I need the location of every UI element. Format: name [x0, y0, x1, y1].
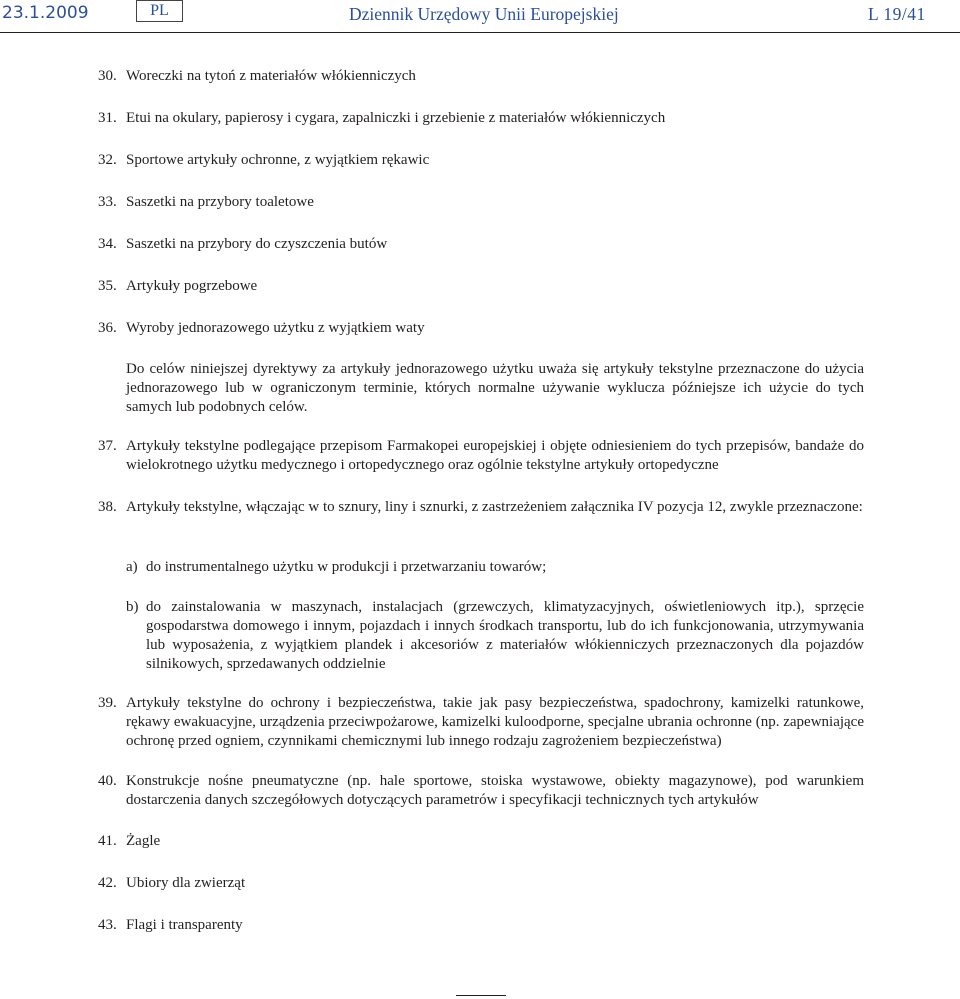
- item-number: 33.: [98, 194, 117, 210]
- item-text: Flagi i transparenty: [126, 917, 243, 933]
- publication-date: 23.1.2009: [2, 3, 89, 23]
- item-text: Wyroby jednorazowego użytku z wyjątkiem waty: [126, 320, 425, 336]
- sub-item-label: a): [126, 559, 138, 575]
- item-number: 30.: [98, 68, 117, 84]
- item-text: Artykuły tekstylne do ochrony i bezpieczeństwa, takie jak pasy bezpieczeństwa, spadochrony, kamizelki ratunkowe, rękawy ewakuacyjne, urządzenia przeciwpożarowe, kamizelki kuloodporne, specjalne ubrania ochronne (np. zapewniające ochronę przed ogniem, czynnikami chemicznymi lub innego rodzaju zagrożeniem bezpieczeństwa): [126, 695, 864, 749]
- item-number: 31.: [98, 110, 117, 126]
- item-number: 39.: [98, 695, 117, 711]
- item-number: 38.: [98, 499, 117, 515]
- item-number: 34.: [98, 236, 117, 252]
- item-text: Sportowe artykuły ochronne, z wyjątkiem rękawic: [126, 152, 430, 168]
- sub-item-label: b): [126, 599, 139, 615]
- sub-item-text: do instrumentalnego użytku w produkcji i przetwarzaniu towarów;: [146, 559, 547, 575]
- end-rule: [456, 995, 506, 996]
- page-reference: L 19/41: [868, 4, 926, 24]
- item-number: 43.: [98, 917, 117, 933]
- item-number: 40.: [98, 773, 117, 789]
- item-number: 35.: [98, 278, 117, 294]
- item-number: 36.: [98, 320, 117, 336]
- language-badge: PL: [136, 0, 183, 22]
- item-number: 41.: [98, 833, 117, 849]
- page-header: [0, 0, 960, 36]
- item-number: 37.: [98, 438, 117, 454]
- item-text: Saszetki na przybory toaletowe: [126, 194, 314, 210]
- item-text: Ubiory dla zwierząt: [126, 875, 246, 891]
- item-text: Saszetki na przybory do czyszczenia butów: [126, 236, 388, 252]
- item-text: Woreczki na tytoń z materiałów włókienniczych: [126, 68, 416, 84]
- header-rule: [0, 32, 960, 33]
- item-text: Żagle: [126, 833, 161, 849]
- item-text: Konstrukcje nośne pneumatyczne (np. hale sportowe, stoiska wystawowe, obiekty magazynowe), pod warunkiem dostarczenia danych szczegółowych dotyczących parametrów i specyfikacji technicznych tych artykułów: [126, 773, 864, 808]
- item-36-note: Do celów niniejszej dyrektywy za artykuły jednorazowego użytku uważa się artykuły tekstylne przeznaczone do użycia jednorazowego lub w ograniczonym terminie, których normalne używanie wyklucza późniejsze ich użycie do tych samych lub podobnych celów.: [126, 361, 864, 415]
- journal-title: Dziennik Urzędowy Unii Europejskiej: [349, 4, 619, 24]
- item-text: Etui na okulary, papierosy i cygara, zapalniczki i grzebienie z materiałów włókienniczych: [126, 110, 666, 126]
- item-text: Artykuły pogrzebowe: [126, 278, 258, 294]
- item-text: Artykuły tekstylne, włączając w to sznury, liny i sznurki, z zastrzeżeniem załącznika IV pozycja 12, zwykle przeznaczone:: [126, 499, 863, 515]
- item-number: 42.: [98, 875, 117, 891]
- item-number: 32.: [98, 152, 117, 168]
- item-text: Artykuły tekstylne podlegające przepisom Farmakopei europejskiej i objęte odniesieniem do tych przepisów, bandaże do wielokrotnego użytku medycznego i ortopedycznego oraz ogólnie tekstylne artykuły ortopedyczne: [126, 438, 864, 473]
- sub-item-text: do zainstalowania w maszynach, instalacjach (grzewczych, klimatyzacyjnych, oświetleniowych itp.), sprzęcie gospodarstwa domowego i innym, pojazdach i innych środkach transportu, lub do ich funkcjonowania, utrzymywania lub wyposażenia, z wyjątkiem plandek i akcesoriów z materiałów włókienniczych przeznaczonych dla pojazdów silnikowych, sprzedawanych oddzielnie: [146, 599, 864, 672]
